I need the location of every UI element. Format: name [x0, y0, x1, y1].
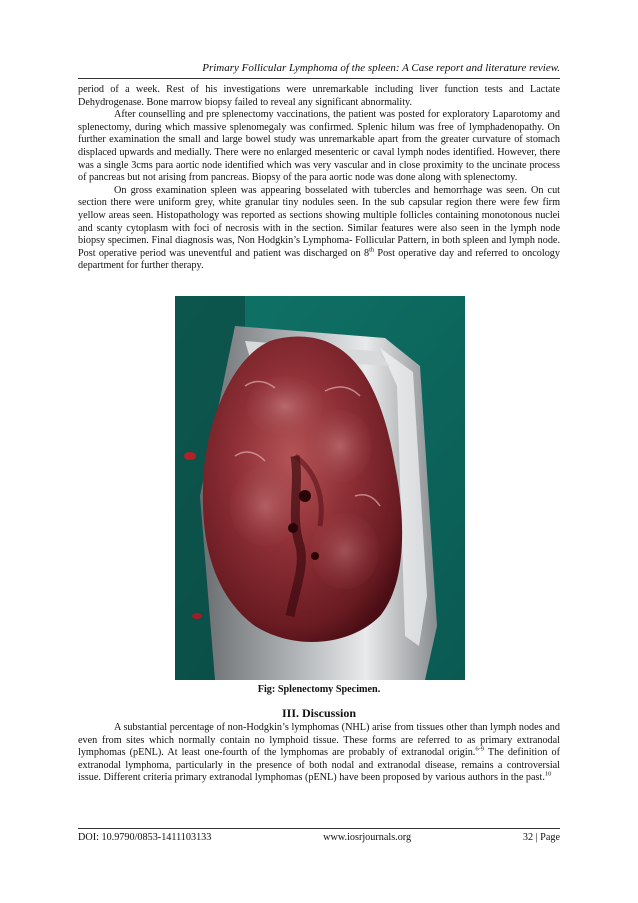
splenectomy-specimen-photo	[175, 296, 465, 680]
figure-caption: Fig: Splenectomy Specimen.	[257, 684, 381, 695]
footer-website: www.iosrjournals.org	[323, 832, 412, 843]
paragraph-3-main: On gross examination spleen was appearing bosselated with tubercles and hemorrhage was seen. On cut section there were uniform grey, white granular tiny nodules seen. In the sub capsular region there were few firm yellow areas seen. Histopathology was reported as sections showing multiple follicles containing monotonous nuclei and scanty cytoplasm with foci of necrosis with in the section. Similar features were also seen in the lymph node biopsy specimen. Final diagnosis was, Non Hodgkin’s Lymphoma- Follicular Pattern, in both spleen and lymph node. Post operative period was uneventful and patient was discharged on 8	[78, 184, 560, 259]
discussion-text-b: The definition of extranodal lymphoma, particularly in the presence of both nodal and extranodal disease, remains a controversial issue. Different criteria primary extranodal lymphomas (pENL) have been proposed by various authors in the past.	[78, 747, 560, 784]
footer-rule	[78, 828, 560, 829]
specimen-photo-svg	[175, 296, 465, 680]
discussion-text-a: A substantial percentage of non-Hodgkin’s lymphomas (NHL) arise from tissues other than lymph nodes and even from sites which normally contain no lymphoid tissue. These forms are referred to as primary extranodal lymphomas (pENL). At least one-fourth of the lymphomas are probably of extranodal origin.	[78, 722, 560, 759]
header-rule	[78, 78, 560, 79]
paragraph-3-end: Post operative day and referred to oncology department for further therapy.	[78, 247, 560, 272]
footer-doi: DOI: 10.9790/0853-1411103133	[78, 832, 212, 843]
reference-6-9: 6-9	[475, 745, 485, 753]
discussion-text	[78, 722, 560, 785]
ordinal-superscript: th	[369, 246, 375, 254]
footer-page-number: 32 | Page	[522, 832, 560, 843]
paragraph-3	[78, 185, 560, 273]
footer	[78, 832, 560, 843]
paragraph-1: period of a week. Rest of his investigations were unremarkable including liver function tests and Lactate Dehydrogenase. Bone marrow biopsy failed to reveal any significant abnormality.	[78, 84, 560, 108]
body-text	[78, 84, 560, 273]
paragraph-2: After counselling and pre splenectomy vaccinations, the patient was posted for exploratory Laparotomy and splenectomy, during which massive splenomegaly was confirmed. Splenic hilum was free of lymphadenopathy. On further examination the small and large bowel study was unremarkable apart from the greater curvature of stomach displaced upwards and medially. There were no enlarged mesenteric or caval lymph nodes identified. However, there was a single 3cms para aortic node identified which was very vascular and in close proximity to the uncinate process of pancreas but not arising from pancreas. Biopsy of the para aortic node was done along with splenectomy.	[78, 109, 560, 184]
reference-10: 10	[544, 770, 552, 778]
discussion-paragraph	[78, 722, 560, 785]
running-title: Primary Follicular Lymphoma of the spleen: A Case report and literature review.	[202, 62, 560, 74]
section-heading: III. Discussion	[281, 706, 357, 720]
